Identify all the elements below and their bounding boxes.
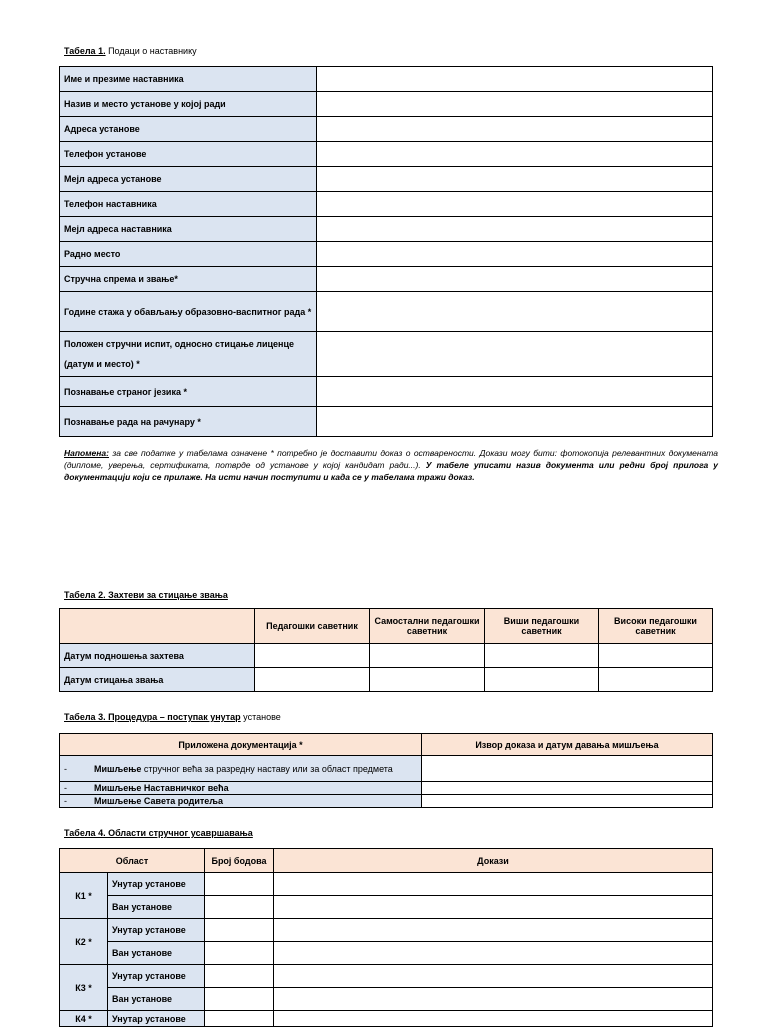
header-senior-advisor: Виши педагошки саветник [485, 609, 599, 644]
doc-row-bold: Мишљење Наставничког већа [94, 783, 229, 793]
header-evidence-source: Извор доказа и датум давања мишљења [422, 734, 713, 756]
value-experience[interactable] [317, 292, 713, 332]
list-dash: - [64, 763, 67, 774]
k2-inside: Унутар установе [108, 919, 205, 942]
table3-caption [64, 712, 281, 722]
row-label-name: Име и презиме наставника [60, 67, 317, 92]
row-label-language: Познавање страног језика * [60, 377, 317, 407]
cell-acquired-date-1[interactable] [255, 668, 370, 692]
row-label-acquired-date: Датум стицања звања [60, 668, 255, 692]
value-institution[interactable] [317, 92, 713, 117]
k2-outside-points[interactable] [205, 942, 274, 965]
k2-inside-evidence[interactable] [274, 919, 713, 942]
area-k4: К4 * [60, 1011, 108, 1027]
table4-caption-text: Табела 4. Области стручног усавршавања [64, 828, 253, 838]
doc-row-expert-council [60, 756, 422, 782]
cell-request-date-1[interactable] [255, 644, 370, 668]
k1-outside-points[interactable] [205, 896, 274, 919]
header-points: Број бодова [205, 849, 274, 873]
table2-caption [64, 590, 228, 600]
note-label: Напомена: [64, 448, 109, 458]
evidence-expert-council[interactable] [422, 756, 713, 782]
row-label-qualification: Стручна спрема и звање* [60, 267, 317, 292]
row-label-computer: Познавање рада на рачунару * [60, 407, 317, 437]
table1-caption-text: Подаци о наставнику [105, 46, 197, 56]
header-high-advisor: Високи педагошки саветник [599, 609, 713, 644]
note-paragraph [64, 447, 718, 483]
table1-caption [64, 46, 197, 56]
value-qualification[interactable] [317, 267, 713, 292]
header-pedagogical-advisor: Педагошки саветник [255, 609, 370, 644]
row-label-address: Адреса установе [60, 117, 317, 142]
k3-inside-evidence[interactable] [274, 965, 713, 988]
table1-caption-number: Табела 1. [64, 46, 106, 56]
row-label-teacher-email: Мејл адреса наставника [60, 217, 317, 242]
value-computer[interactable] [317, 407, 713, 437]
doc-row-bold: Мишљење Савета родитеља [94, 796, 224, 806]
note-bold-text: У табеле уписати назив документа или редни број прилога у документацији који се прилаже. На исти начин поступити и када се у табелама тражи доказ. [64, 460, 719, 482]
row-label-teacher-phone: Телефон наставника [60, 192, 317, 217]
table2-caption-text: Табела 2. Захтеви за стицање звања [64, 590, 228, 600]
value-institution-email[interactable] [317, 167, 713, 192]
k1-outside: Ван установе [108, 896, 205, 919]
table3-caption-rest: установе [240, 712, 281, 722]
procedure-table [59, 733, 713, 808]
corner-cell [60, 609, 255, 644]
area-k3: К3 * [60, 965, 108, 1011]
row-label-experience: Године стажа у обављању образовно-васпитног рада * [60, 292, 317, 332]
k3-inside-points[interactable] [205, 965, 274, 988]
k2-inside-points[interactable] [205, 919, 274, 942]
doc-row-bold: Мишљење [94, 763, 142, 774]
cell-acquired-date-4[interactable] [599, 668, 713, 692]
row-label-institution-phone: Телефон установе [60, 142, 317, 167]
row-label-request-date: Датум подношења захтева [60, 644, 255, 668]
cell-request-date-4[interactable] [599, 644, 713, 668]
header-evidence: Докази [274, 849, 713, 873]
k2-outside-evidence[interactable] [274, 942, 713, 965]
value-teacher-phone[interactable] [317, 192, 713, 217]
value-address[interactable] [317, 117, 713, 142]
note-text: за све податке у табелама означене * потребно је доставити доказ о остварености. Докази могу бити: фотокопија релевантних докумената (дипломе, уверења, сертификата, потврде од установе у којој кандидат ради...). [64, 448, 718, 470]
area-k1: К1 * [60, 873, 108, 919]
k3-outside-evidence[interactable] [274, 988, 713, 1011]
k4-inside: Унутар установе [108, 1011, 205, 1027]
area-k2: К2 * [60, 919, 108, 965]
value-exam[interactable] [317, 332, 713, 377]
table3-caption-bold: Табела 3. Процедура – поступак унутар [64, 712, 241, 722]
value-language[interactable] [317, 377, 713, 407]
k4-inside-evidence[interactable] [274, 1011, 713, 1027]
cell-request-date-3[interactable] [485, 644, 599, 668]
value-institution-phone[interactable] [317, 142, 713, 167]
training-areas-table [59, 848, 713, 1027]
k3-outside: Ван установе [108, 988, 205, 1011]
row-label-position: Радно место [60, 242, 317, 267]
header-independent-advisor: Самостални педагошки саветник [370, 609, 485, 644]
k1-inside-evidence[interactable] [274, 873, 713, 896]
list-dash: - [64, 796, 67, 806]
k1-inside: Унутар установе [108, 873, 205, 896]
table4-caption [64, 828, 253, 838]
value-position[interactable] [317, 242, 713, 267]
row-label-institution: Назив и место установе у којој ради [60, 92, 317, 117]
k1-inside-points[interactable] [205, 873, 274, 896]
value-name[interactable] [317, 67, 713, 92]
cell-request-date-2[interactable] [370, 644, 485, 668]
k1-outside-evidence[interactable] [274, 896, 713, 919]
k4-inside-points[interactable] [205, 1011, 274, 1027]
doc-row-rest: стручног већа за разредну наставу или за област предмета [141, 763, 393, 774]
doc-row-parents-council [60, 795, 422, 808]
doc-row-teachers-council [60, 782, 422, 795]
value-teacher-email[interactable] [317, 217, 713, 242]
k2-outside: Ван установе [108, 942, 205, 965]
evidence-teachers-council[interactable] [422, 782, 713, 795]
evidence-parents-council[interactable] [422, 795, 713, 808]
list-dash: - [64, 783, 67, 793]
k3-outside-points[interactable] [205, 988, 274, 1011]
cell-acquired-date-2[interactable] [370, 668, 485, 692]
row-label-exam: Положен стручни испит, односно стицање лиценце (датум и место) * [60, 332, 317, 377]
row-label-institution-email: Мејл адреса установе [60, 167, 317, 192]
header-area: Област [60, 849, 205, 873]
k3-inside: Унутар установе [108, 965, 205, 988]
cell-acquired-date-3[interactable] [485, 668, 599, 692]
title-requests-table [59, 608, 713, 692]
header-documentation: Приложена документација * [60, 734, 422, 756]
teacher-info-table [59, 66, 713, 437]
